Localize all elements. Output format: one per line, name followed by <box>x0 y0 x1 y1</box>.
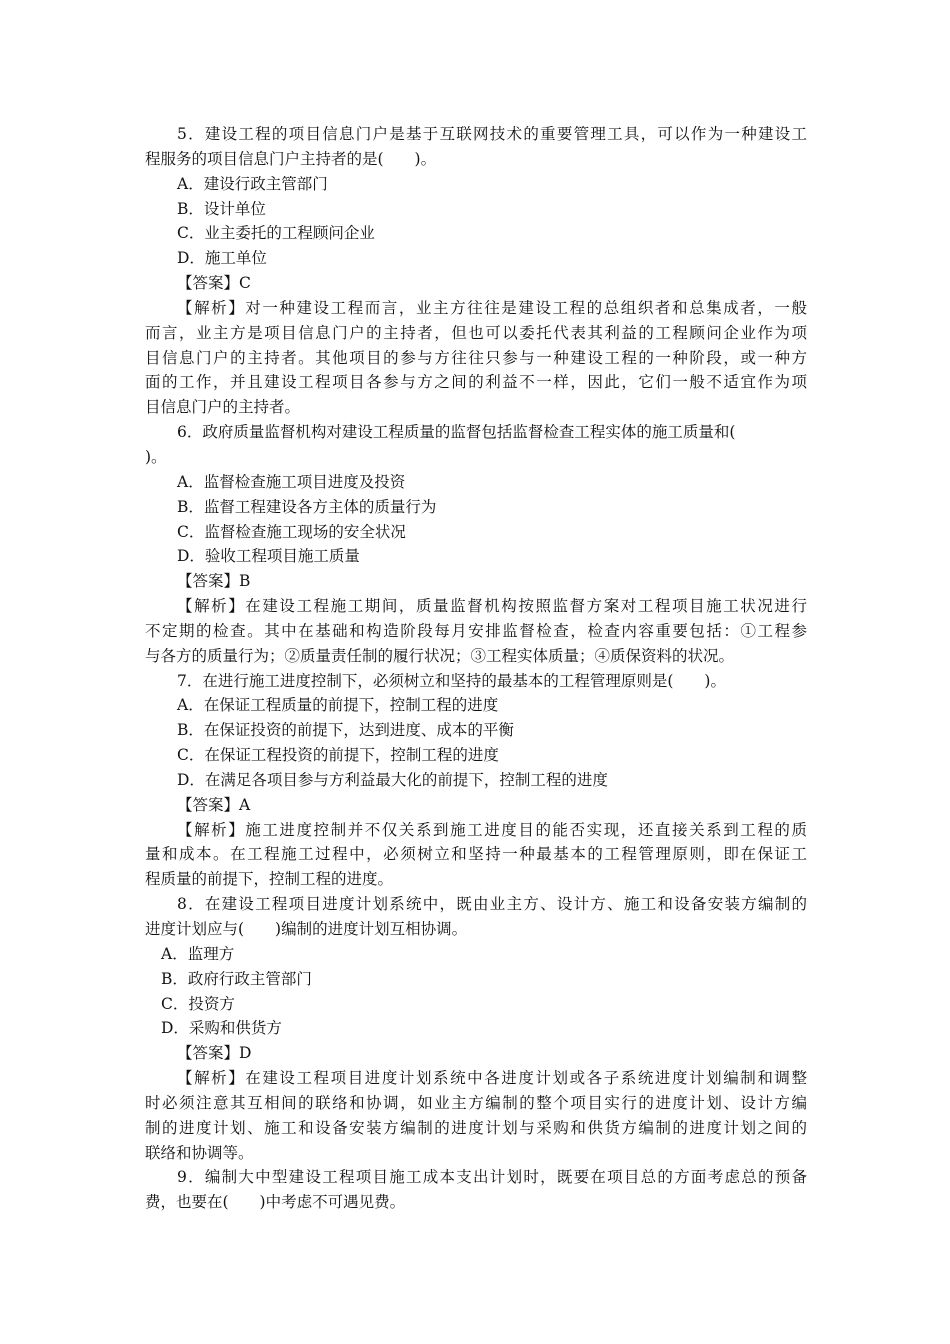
text-line: 【解析】在建设工程施工期间，质量监督机构按照监督方案对工程项目施工状况进行 <box>177 597 807 616</box>
text-line: 【答案】A <box>177 795 251 814</box>
text-line: 【解析】对一种建设工程而言，业主方往往是建设工程的总组织者和总集成者，一般 <box>177 298 807 317</box>
text-line: 【解析】在建设工程项目进度计划系统中各进度计划或各子系统进度计划编制和调整 <box>177 1069 807 1088</box>
text-line: 进度计划应与( )编制的进度计划互相协调。 <box>145 920 468 938</box>
text-line: D．验收工程项目施工质量 <box>177 547 360 566</box>
text-line: D．采购和供货方 <box>161 1019 282 1038</box>
text-line: 【答案】B <box>177 572 251 591</box>
text-line: B．政府行政主管部门 <box>161 969 312 988</box>
text-line: 目信息门户的主持者。 <box>145 398 301 417</box>
text-line: 【解析】施工进度控制并不仅关系到施工进度目的能否实现，还直接关系到工程的质 <box>177 820 807 839</box>
text-line: 7．在进行施工进度控制下，必须树立和坚持的最基本的工程管理原则是( )。 <box>177 671 726 690</box>
text-line: C．业主委托的工程顾问企业 <box>177 224 375 243</box>
text-line: A．监理方 <box>161 944 235 963</box>
text-line: 【答案】C <box>177 274 251 293</box>
text-line: C．在保证工程投资的前提下，控制工程的进度 <box>177 746 499 765</box>
text-line: A．建设行政主管部门 <box>177 174 328 193</box>
text-line: C．投资方 <box>161 994 235 1013</box>
text-line: 量和成本。在工程施工过程中，必须树立和坚持一种最基本的工程管理原则，即在保证工 <box>145 845 807 864</box>
text-line: C．监督检查施工现场的安全状况 <box>177 522 406 541</box>
text-line: 制的进度计划、施工和设备安装方编制的进度计划与采购和供货方编制的进度计划之间的 <box>145 1118 807 1137</box>
text-line: A．监督检查施工项目进度及投资 <box>177 472 406 491</box>
text-line: 8．在建设工程项目进度计划系统中，既由业主方、设计方、施工和设备安装方编制的 <box>177 895 807 914</box>
document-body <box>145 122 807 1215</box>
text-line: 时必须注意其互相间的联络和协调，如业主方编制的整个项目实行的进度计划、设计方编 <box>145 1093 807 1112</box>
text-line: 费，也要在( )中考虑不可遇见费。 <box>145 1193 406 1212</box>
text-line: A．在保证工程质量的前提下，控制工程的进度 <box>177 696 499 715</box>
text-line: 程质量的前提下，控制工程的进度。 <box>145 870 394 889</box>
text-line: 联络和协调等。 <box>145 1143 254 1162</box>
text-line: B．在保证投资的前提下，达到进度、成本的平衡 <box>177 721 514 740</box>
text-line: 程服务的项目信息门户主持者的是( )。 <box>145 149 437 168</box>
text-line: 目信息门户的主持者。其他项目的参与方往往只参与一种建设工程的一种阶段，或一种方 <box>145 348 807 367</box>
text-line: 与各方的质量行为；②质量责任制的履行状况；③工程实体质量；④质保资料的状况。 <box>145 646 735 665</box>
text-line: 5．建设工程的项目信息门户是基于互联网技术的重要管理工具，可以作为一种建设工 <box>177 125 807 143</box>
text-line: D．在满足各项目参与方利益最大化的前提下，控制工程的进度 <box>177 770 608 789</box>
text-line: 而言，业主方是项目信息门户的主持者，但也可以委托代表其利益的工程顾问企业作为项 <box>145 323 807 342</box>
text-line: B．监督工程建设各方主体的质量行为 <box>177 497 437 516</box>
text-line: B．设计单位 <box>177 199 266 218</box>
text-line: 面的工作，并且建设工程项目各参与方之间的利益不一样，因此，它们一般不适宜作为项 <box>145 373 807 392</box>
text-line: 【答案】D <box>177 1044 252 1063</box>
text-line: 不定期的检查。其中在基础和构造阶段每月安排监督检查，检查内容重要包括：①工程参 <box>145 621 807 640</box>
text-line: D．施工单位 <box>177 249 267 268</box>
text-line: )。 <box>145 447 167 466</box>
text-line: 6．政府质量监督机构对建设工程质量的监督包括监督检查工程实体的施工质量和( <box>177 423 736 442</box>
text-line: 9．编制大中型建设工程项目施工成本支出计划时，既要在项目总的方面考虑总的预备 <box>177 1168 807 1187</box>
